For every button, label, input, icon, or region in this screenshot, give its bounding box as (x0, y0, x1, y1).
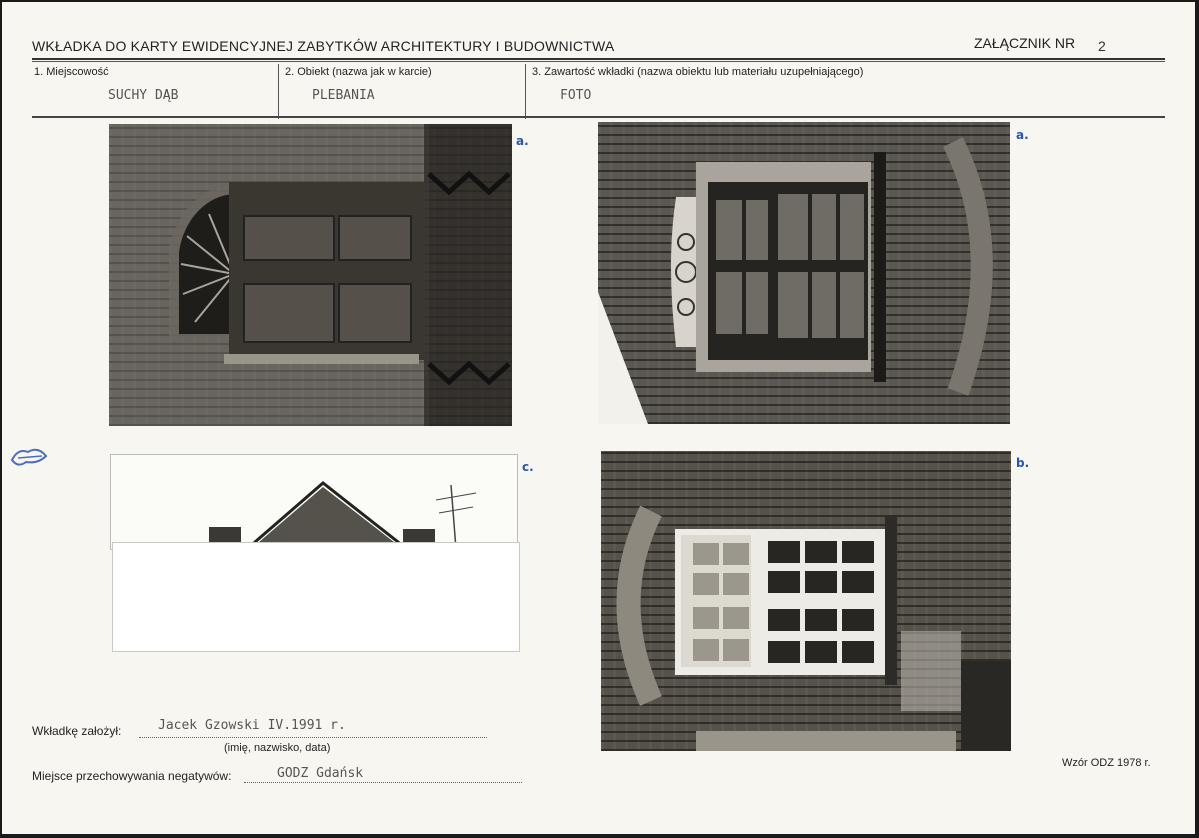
photo-gable (110, 454, 518, 550)
window-white-illustration (601, 451, 1011, 751)
field-value-locality: SUCHY DĄB (108, 88, 179, 103)
negatives-line (244, 782, 522, 783)
door-illustration (109, 124, 512, 426)
header-rule (32, 58, 1165, 60)
photo-marker: a. (1016, 128, 1029, 142)
field-divider (525, 64, 526, 119)
field-value-contents: FOTO (560, 88, 592, 103)
annex-number: 2 (1098, 38, 1106, 54)
photo-window-ornament (598, 122, 1010, 424)
field-row-rule (32, 116, 1165, 118)
form-version: Wzór ODZ 1978 r. (1062, 757, 1151, 769)
founded-by-value: Jacek Gzowski IV.1991 r. (158, 718, 346, 733)
field-label-locality: 1. Miejscowość (34, 66, 109, 78)
photo-marker: c. (522, 460, 534, 474)
photo-window-white (601, 451, 1011, 751)
photo-marker: b. (1016, 456, 1030, 470)
annex-label: ZAŁĄCZNIK NR (974, 35, 1076, 51)
field-divider (278, 64, 279, 119)
blank-paper-overlay (112, 542, 520, 652)
gable-illustration (111, 455, 517, 549)
stamp-icon (8, 444, 52, 470)
header-rule-thin (32, 61, 1165, 62)
negatives-label: Miejsce przechowywania negatywów: (32, 769, 232, 783)
field-label-contents: 3. Zawartość wkładki (nazwa obiektu lub materiału uzupełniającego) (532, 66, 864, 78)
field-label-object: 2. Obiekt (nazwa jak w karcie) (285, 66, 432, 78)
field-value-object: PLEBANIA (312, 88, 375, 103)
photo-marker: a. (516, 134, 529, 148)
document-title: WKŁADKA DO KARTY EWIDENCYJNEJ ZABYTKÓW ARCHITEKTURY I BUDOWNICTWA (32, 38, 615, 54)
photo-door (109, 124, 512, 426)
founded-by-label: Wkładkę założył: (32, 724, 122, 738)
founded-by-caption: (imię, nazwisko, data) (224, 742, 331, 754)
document-sheet (2, 2, 1195, 834)
archive-stamp (8, 444, 52, 470)
window-ornament-illustration (598, 122, 1010, 424)
founded-by-line (139, 737, 487, 738)
negatives-value: GODZ Gdańsk (277, 766, 364, 781)
